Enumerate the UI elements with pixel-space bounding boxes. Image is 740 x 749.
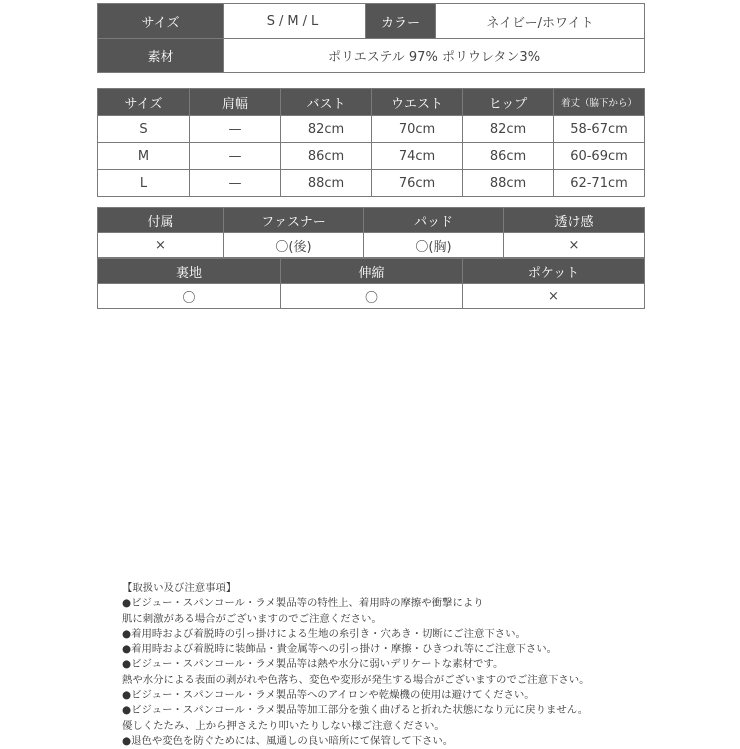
header-shoulder: 肩幅 [190, 89, 281, 116]
note-line: ●着用時および着脱時に装飾品・貴金属等への引っ掛け・摩擦・ひきつれ等にご注意下さい。 [122, 643, 558, 656]
features-table-2 [97, 258, 645, 309]
cell-size: M [98, 143, 190, 170]
cell-length: 62-71cm [554, 170, 645, 197]
features-2-header [98, 259, 645, 284]
header-accessory: 付属 [98, 208, 224, 233]
value-lining: 〇 [98, 284, 281, 309]
cell-bust: 86cm [281, 143, 372, 170]
cell-waist: 76cm [372, 170, 463, 197]
size-table [97, 88, 645, 197]
size-table-header [98, 89, 645, 116]
features-1-values [98, 233, 645, 258]
header-waist: ウエスト [372, 89, 463, 116]
header-sheerness: 透け感 [504, 208, 645, 233]
cell-shoulder: — [190, 116, 281, 143]
cell-length: 60-69cm [554, 143, 645, 170]
notes-heading: 【取扱い及び注意事項】 [122, 582, 237, 594]
color-value: ネイビー/ホワイト [436, 4, 645, 39]
cell-hip: 86cm [463, 143, 554, 170]
table-row [98, 170, 645, 197]
note-line: ●ビジュー・スパンコール・ラメ製品等は熱や水分に弱いデリケートな素材です。 [122, 658, 504, 671]
note-line: ●ビジュー・スパンコール・ラメ製品等加工部分を強く曲げると折れた状態になり元に戻りません。 [122, 704, 589, 717]
cell-shoulder: — [190, 170, 281, 197]
color-label: カラー [366, 4, 436, 39]
note-line: 優しくたたみ、上から押さえたり叩いたりしない様ご注意ください。 [122, 719, 445, 732]
note-line: ●ビジュー・スパンコール・ラメ製品等へのアイロンや乾燥機の使用は避けてください。 [122, 689, 535, 702]
features-table-1 [97, 207, 645, 258]
cell-waist: 70cm [372, 116, 463, 143]
header-bust: バスト [281, 89, 372, 116]
value-sheerness: × [504, 233, 645, 258]
cell-size: S [98, 116, 190, 143]
header-size: サイズ [98, 89, 190, 116]
care-notes [122, 581, 722, 749]
value-pad: 〇(胸) [364, 233, 504, 258]
cell-length: 58-67cm [554, 116, 645, 143]
table-row [98, 116, 645, 143]
features-2-values [98, 284, 645, 309]
note-line: ●着用時および着脱時の引っ掛けによる生地の糸引き・穴あき・切断にご注意下さい。 [122, 627, 526, 640]
cell-bust: 88cm [281, 170, 372, 197]
header-lining: 裏地 [98, 259, 281, 284]
cell-shoulder: — [190, 143, 281, 170]
value-stretch: 〇 [281, 284, 463, 309]
cell-waist: 74cm [372, 143, 463, 170]
summary-table [97, 3, 645, 73]
cell-hip: 88cm [463, 170, 554, 197]
header-zipper: ファスナー [224, 208, 364, 233]
summary-row-material [98, 39, 645, 73]
note-line: ●ビジュー・スパンコール・ラメ製品等の特性上、着用時の摩擦や衝撃により [122, 597, 484, 610]
note-line: ●退色や変色を防ぐためには、風通しの良い暗所にて保管して下さい。 [122, 734, 454, 747]
value-accessory: × [98, 233, 224, 258]
header-pocket: ポケット [463, 259, 645, 284]
size-value: S/M/L [224, 4, 366, 39]
value-zipper: 〇(後) [224, 233, 364, 258]
header-length: 着丈（脇下から） [554, 89, 645, 116]
material-value: ポリエステル 97% ポリウレタン3% [224, 39, 645, 73]
table-row [98, 143, 645, 170]
summary-row-size-color [98, 4, 645, 39]
header-pad: パッド [364, 208, 504, 233]
cell-bust: 82cm [281, 116, 372, 143]
cell-size: L [98, 170, 190, 197]
size-label: サイズ [98, 4, 224, 39]
features-1-header [98, 208, 645, 233]
header-stretch: 伸縮 [281, 259, 463, 284]
header-hip: ヒップ [463, 89, 554, 116]
value-pocket: × [463, 284, 645, 309]
note-line: 肌に刺激がある場合がございますのでご注意ください。 [122, 612, 382, 625]
note-line: 熱や水分による表面の剥がれや色落ち、変色や変形が発生する場合がございますのでご注意下さい。 [122, 673, 590, 686]
cell-hip: 82cm [463, 116, 554, 143]
material-label: 素材 [98, 39, 224, 73]
